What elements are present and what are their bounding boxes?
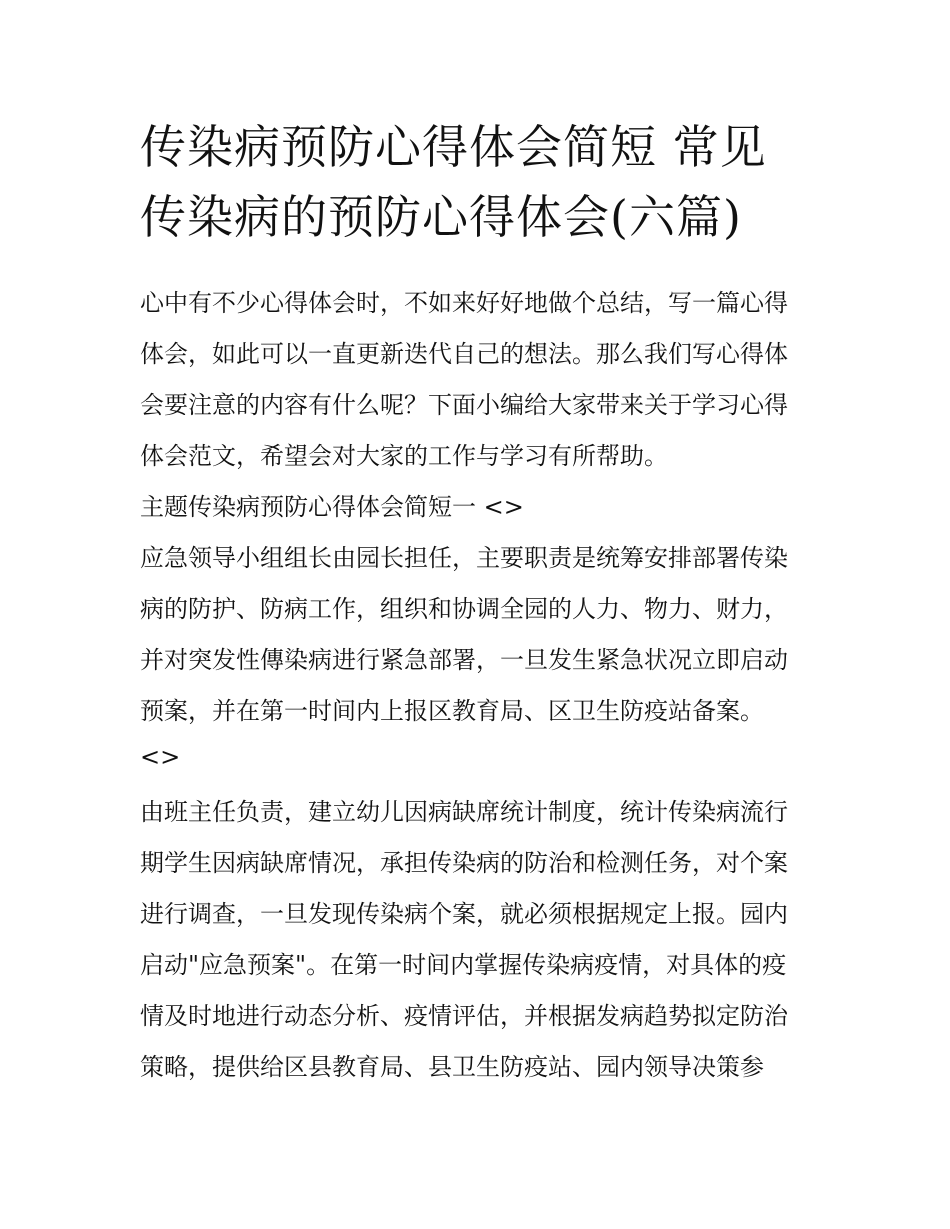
intro-paragraph [140,278,816,482]
paragraph-line: 情及时地进行动态分析、疫情评估，并根据发病趋势拟定防治 [140,1002,788,1030]
intro-line: 体会范文，希望会对大家的工作与学习有所帮助。 [140,442,668,470]
paragraph-line: 启动"应急预案"。在第一时间内掌握传染病疫情，对具体的疫 [140,951,787,979]
section-heading-text: 主题传染病预防心得体会简短一 <> [140,493,524,521]
marker-text: <> [140,743,181,771]
paragraph-line: 预案，并在第一时间内上报区教育局、区卫生防疫站备案。 [140,697,764,725]
paragraph-line: 并对突发性傳染病进行紧急部署，一旦发生紧急状况立即启动 [140,646,788,674]
document-page [140,112,816,1093]
paragraph-line: 策略，提供给区县教育局、县卫生防疫站、园内领导决策参 [140,1053,764,1081]
document-title [140,112,816,252]
paragraph-line: 应急领导小组组长由园长担任，主要职责是统筹安排部署传染 [140,544,788,572]
paragraph-line: 进行调查，一旦发现传染病个案，就必须根据规定上报。园内 [140,900,788,928]
intro-line: 体会，如此可以一直更新迭代自己的想法。那么我们写心得体 [140,340,788,368]
section-heading [140,482,816,533]
intro-line: 会要注意的内容有什么呢？下面小编给大家带来关于学习心得 [140,391,788,419]
intro-line: 心中有不少心得体会时，不如来好好地做个总结，写一篇心得 [140,289,788,317]
paragraph-line: 病的防护、防病工作，组织和协调全园的人力、物力、财力， [140,595,788,623]
paragraph-1 [140,533,816,737]
title-line-1: 传染病预防心得体会简短 常见 [140,120,767,174]
marker-line [140,737,816,777]
spacer [140,777,816,787]
paragraph-2 [140,787,816,1093]
paragraph-line: 期学生因病缺席情况，承担传染病的防治和检测任务，对个案 [140,849,788,877]
paragraph-line: 由班主任负责，建立幼儿因病缺席统计制度，统计传染病流行 [140,798,788,826]
title-line-2: 传染病的预防心得体会(六篇) [140,190,742,244]
